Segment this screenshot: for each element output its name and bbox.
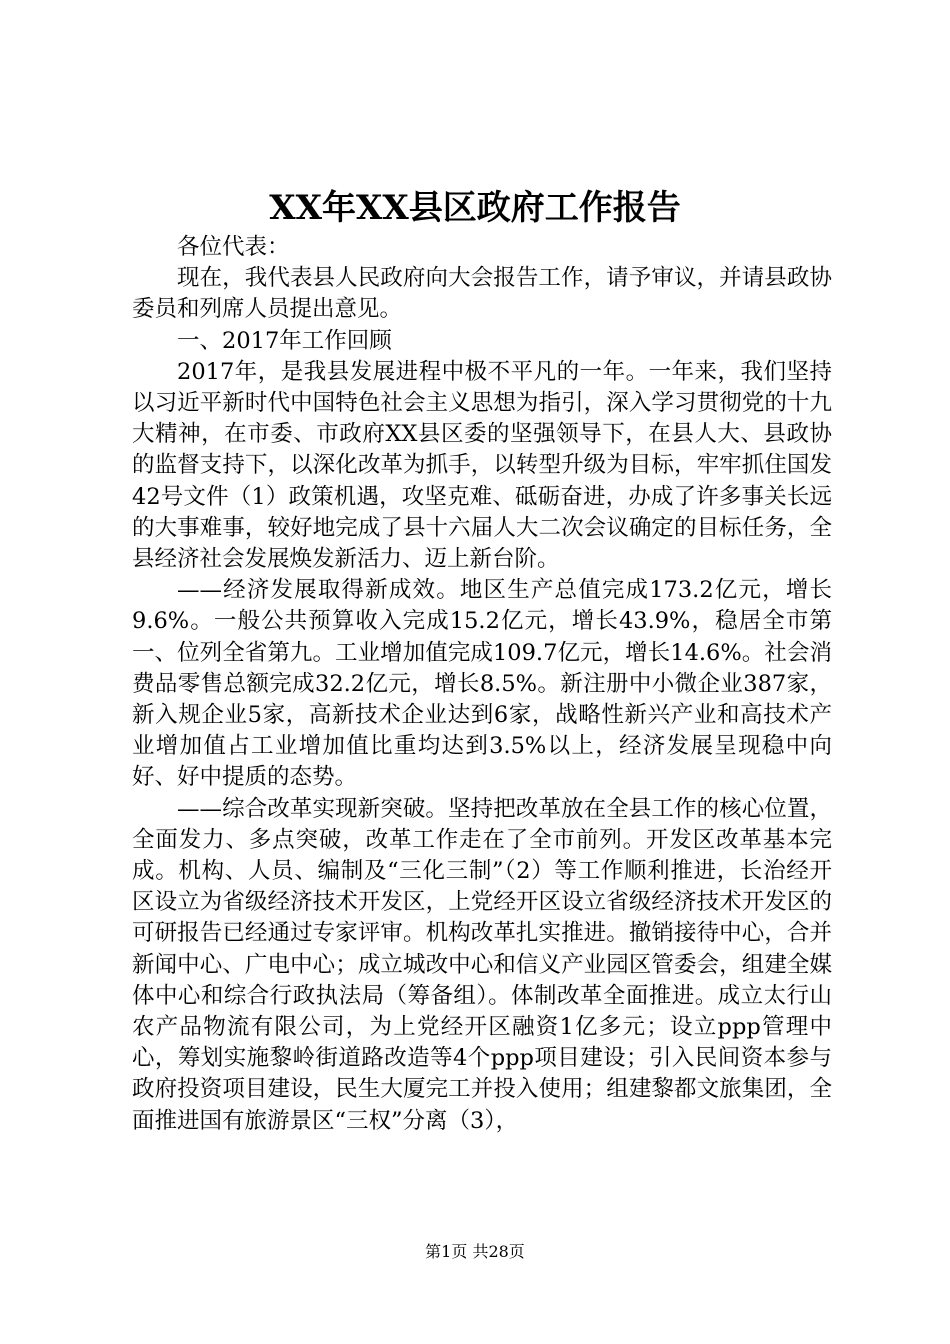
paragraph-review: 2017年，是我县发展进程中极不平凡的一年。一年来，我们坚持以习近平新时代中国特色社会主义思想为指引，深入学习贯彻党的十九大精神，在市委、市政府XX县区委的坚强领导下，在县人大、县政协的监督支持下，以深化改革为抓手，以转型升级为目标，牢牢抓住国发42号文件（1）政策机遇，攻坚克难、砥砺奋进，办成了许多事关长远的大事难事，较好地完成了县十六届人大二次会议确定的目标任务，全县经济社会发展焕发新活力、迈上新台阶。 [132, 358, 832, 573]
paragraph-intro: 现在，我代表县人民政府向大会报告工作，请予审议，并请县政协委员和列席人员提出意见。 [132, 265, 832, 323]
section-heading: 一、2017年工作回顾 [177, 327, 392, 354]
paragraph-reform: ——综合改革实现新突破。坚持把改革放在全县工作的核心位置，全面发力、多点突破，改革工作走在了全市前列。开发区改革基本完成。机构、人员、编制及“三化三制”（2）等工作顺利推进，长治经开区设立为省级经济技术开发区，上党经开区设立省级经济技术开发区的可研报告已经通过专家评审。机构改革扎实推进。撤销接待中心，合并新闻中心、广电中心；成立城改中心和信义产业园区管委会，组建全媒体中心和综合行政执法局（筹备组）。体制改革全面推进。成立太行山农产品物流有限公司，为上党经开区融资1亿多元；设立ppp管理中心，筹划实施黎岭街道路改造等4个ppp项目建设；引入民间资本参与政府投资项目建设，民生大厦完工并投入使用；组建黎都文旅集团，全面推进国有旅游景区“三权”分离（3）， [132, 795, 832, 1134]
document-body [132, 232, 832, 1137]
page-footer: 第1页 共28页 [425, 1242, 525, 1261]
paragraph-economy: ——经济发展取得新成效。地区生产总值完成173.2亿元，增长9.6%。一般公共预算收入完成15.2亿元，增长43.9%，稳居全市第一、位列全省第九。工业增加值完成109.7亿元，增长14.6%。社会消费品零售总额完成32.2亿元，增长8.5%。新注册中小微企业387家，新入规企业5家，高新技术企业达到6家，战略性新兴产业和高技术产业增加值占工业增加值比重均达到3.5%以上，经济发展呈现稳中向好、好中提质的态势。 [132, 577, 832, 791]
page-title: XX年XX县区政府工作报告 [269, 188, 681, 228]
paragraph-salutation: 各位代表： [177, 234, 290, 260]
